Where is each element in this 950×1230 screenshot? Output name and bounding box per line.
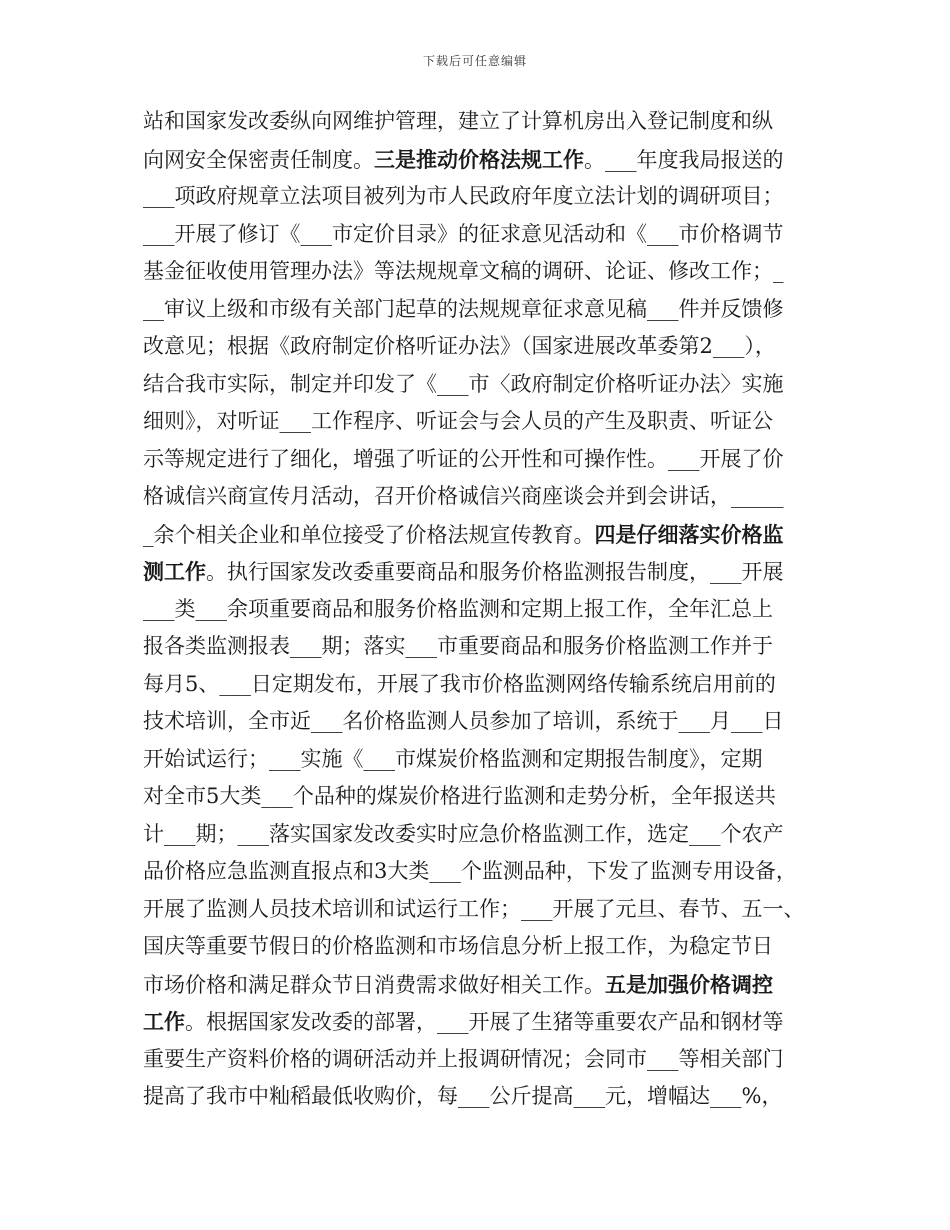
- page-header-watermark: 下载后可任意编辑: [422, 54, 527, 68]
- text-line: [143, 891, 833, 929]
- text-line: [143, 1078, 833, 1116]
- text-segment: 每月5、___日定期发布，开展了我市价格监测网络传输系统启用前的: [143, 671, 776, 696]
- text-segment: 格诚信兴商宣传月活动，召开价格诚信兴商座谈会并到会讲话，_____: [143, 484, 784, 508]
- bold-heading-segment: 测工作: [143, 559, 206, 584]
- text-line: [143, 216, 833, 254]
- text-segment: 市场价格和满足群众节日消费需求做好相关工作。: [143, 972, 605, 997]
- text-line: [143, 816, 833, 854]
- text-segment: 对全市5大类___个品种的煤炭价格进行监测和走势分析，全年报送共: [143, 784, 776, 808]
- text-line: [143, 628, 833, 666]
- text-segment: 基金征收使用管理办法》等法规规章文稿的调研、论证、修改工作；_: [143, 259, 784, 283]
- text-segment: ___开展了修订《___市定价目录》的征求意见活动和《___市价格调节: [143, 221, 784, 246]
- text-segment: 细则》，对听证___工作程序、听证会与会人员的产生及职责、听证公: [143, 409, 773, 433]
- text-line: [143, 778, 833, 816]
- text-segment: 开始试运行；___实施《___市煤炭价格监测和定期报告制度》，定期: [143, 746, 763, 771]
- text-line: [143, 141, 833, 179]
- text-line: [143, 928, 833, 966]
- text-segment: 提高了我市中籼稻最低收购价，每___公斤提高___元，增幅达___%，: [143, 1084, 783, 1108]
- text-segment: 。执行国家发改委重要商品和服务价格监测报告制度，___开展: [206, 560, 784, 584]
- text-line: [143, 703, 833, 741]
- text-segment: 向网安全保密责任制度。: [143, 147, 374, 172]
- text-line: [143, 741, 833, 779]
- text-line: [143, 253, 833, 291]
- text-segment: 重要生产资料价格的调研活动并上报调研情况；会同市___等相关部门: [143, 1046, 784, 1071]
- bold-heading-segment: 四是仔细落实价格监: [594, 521, 784, 547]
- text-line: [143, 291, 833, 329]
- text-line: [143, 553, 833, 591]
- text-segment: ___类___余项重要商品和服务价格监测和定期上报工作，全年汇总上: [143, 596, 773, 621]
- text-segment: 报各类监测报表___期；落实___市重要商品和服务价格监测工作并于: [143, 634, 773, 658]
- text-segment: 结合我市实际，制定并印发了《___市〈政府制定价格听证办法〉实施: [143, 371, 784, 396]
- text-segment: 品价格应急监测直报点和3大类___个监测品种，下发了监测专用设备，: [143, 859, 797, 883]
- text-line: [143, 516, 833, 554]
- text-line: [143, 591, 833, 629]
- text-segment: 站和国家发改委纵向网维护管理，建立了计算机房出入登记制度和纵: [143, 109, 773, 133]
- text-line: [143, 1003, 833, 1041]
- bold-heading-segment: 工作: [143, 1009, 185, 1034]
- text-line: [143, 178, 833, 216]
- text-line: [143, 1041, 833, 1079]
- text-line: [143, 328, 833, 366]
- text-segment: 。根据国家发改委的部署，___开展了生猪等重要农产品和钢材等: [185, 1010, 784, 1034]
- text-line: [143, 966, 833, 1004]
- text-line: [143, 478, 833, 516]
- text-segment: 技术培训，全市近___名价格监测人员参加了培训，系统于___月___日: [143, 709, 784, 733]
- text-segment: 国庆等重要节假日的价格监测和市场信息分析上报工作，为稳定节日: [143, 934, 773, 958]
- text-segment: __审议上级和市级有关部门起草的法规规章征求意见稿___件并反馈修: [143, 296, 784, 321]
- text-segment: 计___期；___落实国家发改委实时应急价格监测工作，选定___个农产: [143, 821, 784, 846]
- text-segment: ___项政府规章立法项目被列为市人民政府年度立法计划的调研项目；: [143, 184, 784, 208]
- text-line: [143, 853, 833, 891]
- text-line: [143, 403, 833, 441]
- bold-heading-segment: 三是推动价格法规工作: [374, 146, 584, 172]
- text-segment: 示等规定进行了细化，增强了听证的公开性和可操作性。___开展了价: [143, 446, 784, 471]
- text-segment: 改意见；根据《政府制定价格听证办法》（国家进展改革委第2___），: [143, 334, 776, 358]
- text-line: [143, 103, 833, 141]
- text-line: [143, 666, 833, 704]
- text-line: [143, 366, 833, 404]
- text-line: [143, 441, 833, 479]
- text-segment: _余个相关企业和单位接受了价格法规宣传教育。: [143, 522, 595, 547]
- document-body: [143, 103, 833, 1116]
- text-segment: 开展了监测人员技术培训和试运行工作；___开展了元旦、春节、五一、: [143, 896, 805, 921]
- bold-heading-segment: 五是加强价格调控: [605, 971, 773, 997]
- text-segment: 。___年度我局报送的: [584, 147, 784, 172]
